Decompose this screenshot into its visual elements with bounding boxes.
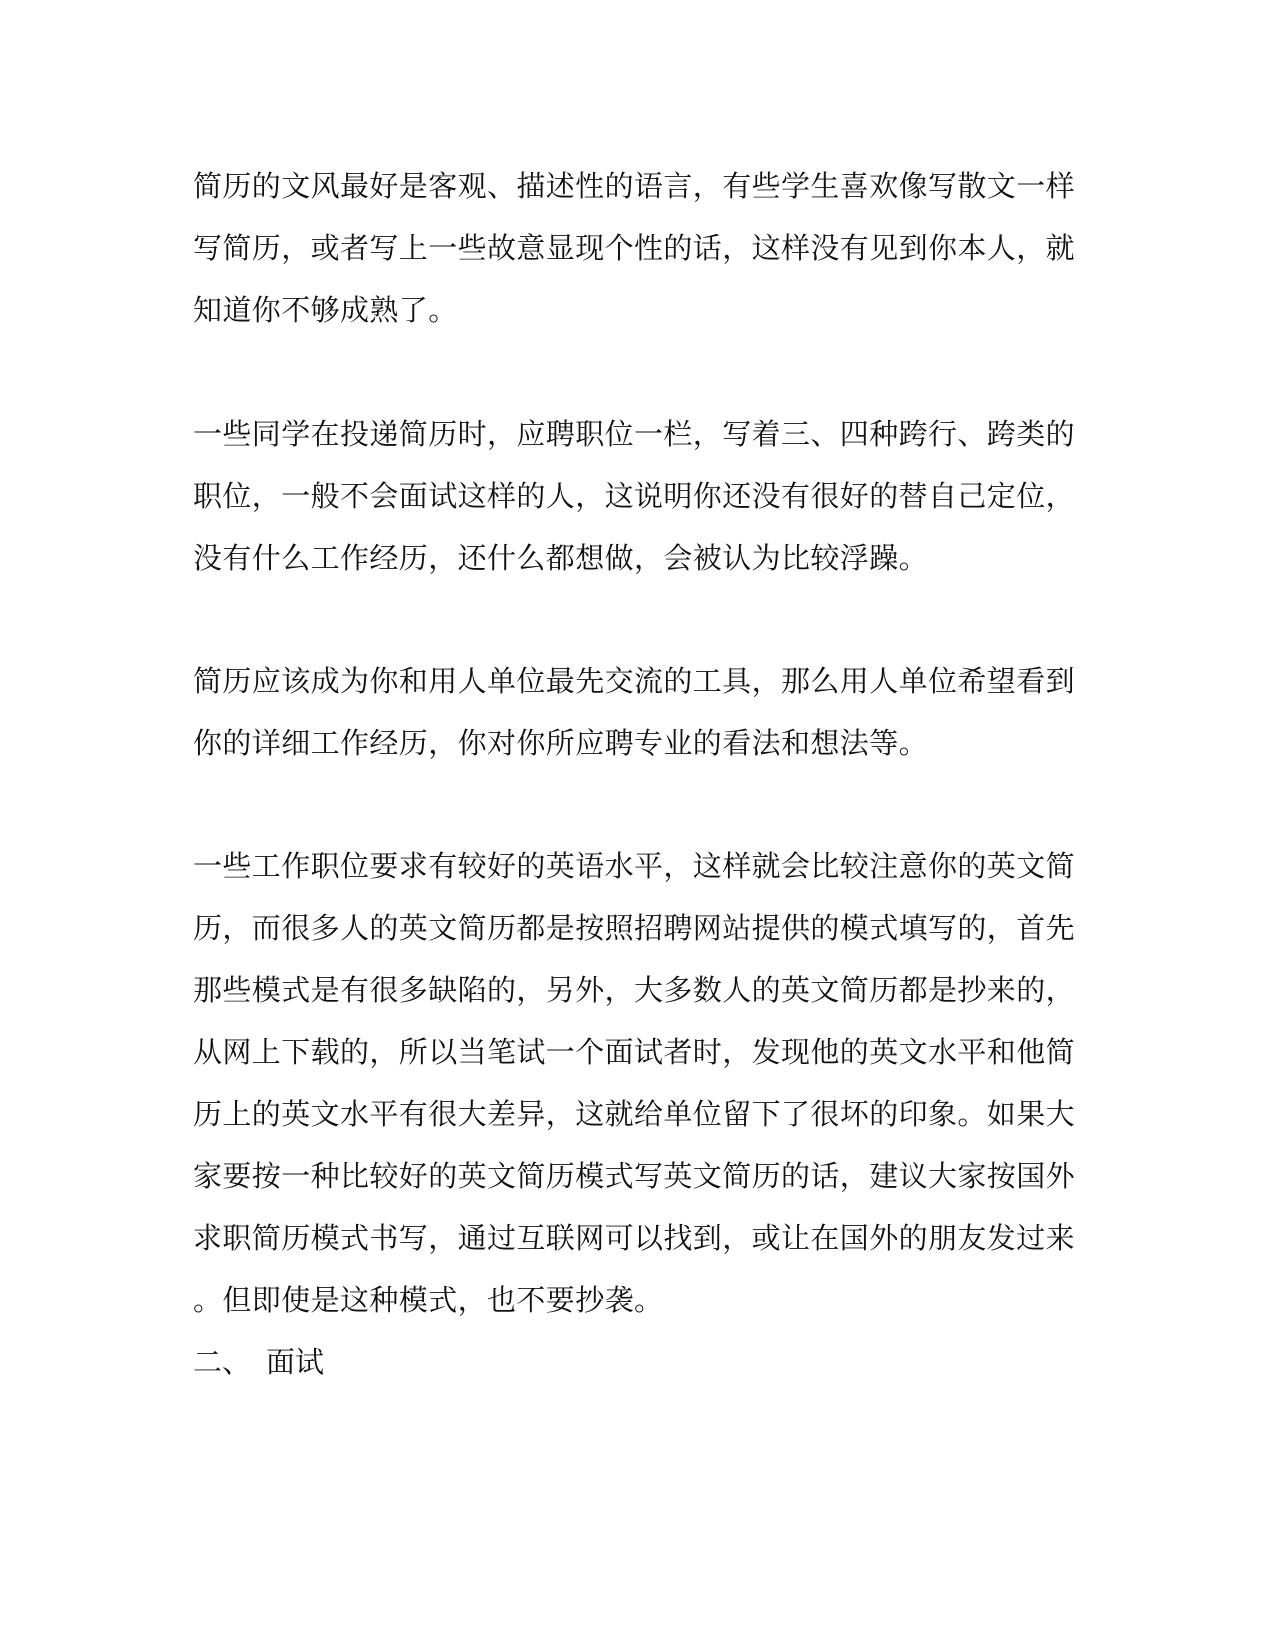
paragraph-3-line-2: 你的详细工作经历，你对你所应聘专业的看法和想法等。 [193,726,929,760]
section-heading-title: 面试 [266,1345,325,1379]
paragraph-4-line-2: 历，而很多人的英文简历都是按照招聘网站提供的模式填写的，首先 [193,911,1076,945]
paragraph-2-line-2: 职位，一般不会面试这样的人，这说明你还没有很好的替自己定位， [193,479,1076,513]
paragraph-4-line-6: 家要按一种比较好的英文简历模式写英文简历的话，建议大家按国外 [193,1159,1076,1193]
paragraph-4-line-8: 。但即使是这种模式，也不要抄袭。 [193,1283,664,1317]
paragraph-4-line-1: 一些工作职位要求有较好的英语水平，这样就会比较注意你的英文简 [193,849,1076,883]
paragraph-1-line-2: 写简历，或者写上一些故意显现个性的话，这样没有见到你本人，就 [193,231,1076,265]
paragraph-3-line-1: 简历应该成为你和用人单位最先交流的工具，那么用人单位希望看到 [193,664,1076,698]
paragraph-1-line-3: 知道你不够成熟了。 [193,293,458,327]
paragraph-2-line-3: 没有什么工作经历，还什么都想做，会被认为比较浮躁。 [193,541,929,575]
paragraph-4-line-7: 求职简历模式书写，通过互联网可以找到，或让在国外的朋友发过来 [193,1221,1076,1255]
section-heading-number: 二、 [193,1345,252,1379]
paragraph-4-line-4: 从网上下载的，所以当笔试一个面试者时，发现他的英文水平和他简 [193,1035,1076,1069]
paragraph-1-line-1: 简历的文风最好是客观、描述性的语言，有些学生喜欢像写散文一样 [193,169,1076,203]
paragraph-4-line-3: 那些模式是有很多缺陷的，另外，大多数人的英文简历都是抄来的， [193,973,1076,1007]
paragraph-4-line-5: 历上的英文水平有很大差异，这就给单位留下了很坏的印象。如果大 [193,1097,1076,1131]
paragraph-2-line-1: 一些同学在投递简历时，应聘职位一栏，写着三、四种跨行、跨类的 [193,417,1076,451]
